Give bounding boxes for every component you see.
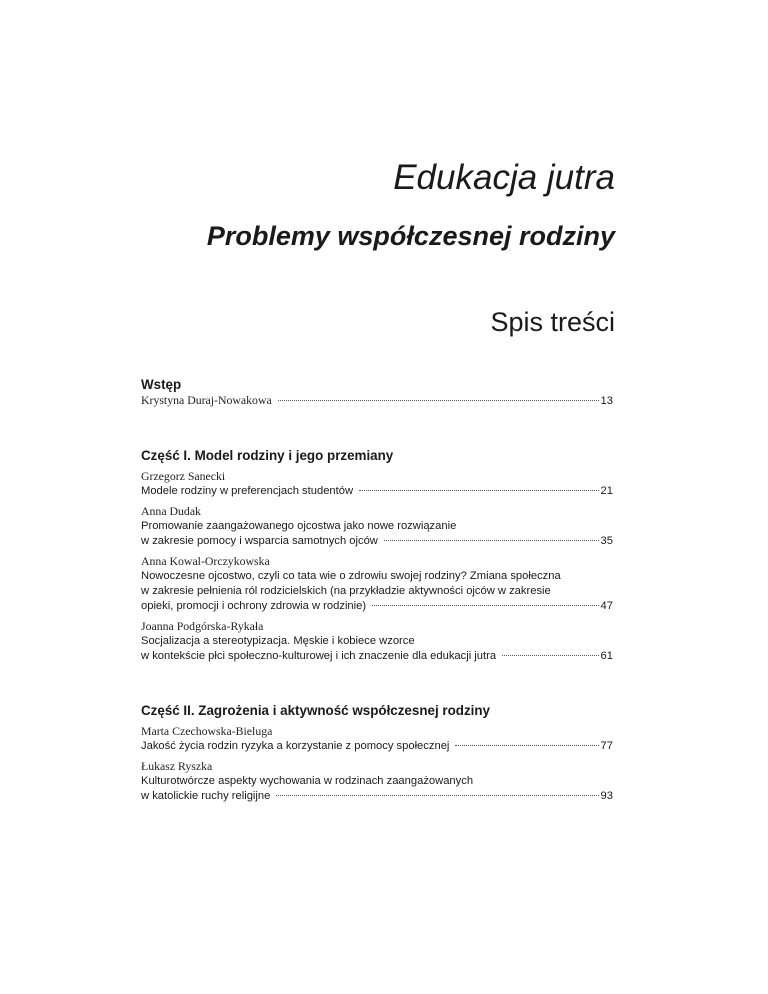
entry-title-last-line (141, 789, 613, 804)
toc-entry[interactable] (141, 469, 613, 499)
entry-author: Joanna Podgórska-Rykała (141, 619, 264, 633)
page-number: 13 (600, 395, 613, 407)
page-number: 35 (600, 535, 613, 547)
dot-leader (278, 399, 599, 401)
toc-section-intro (141, 376, 613, 409)
entry-title-last-line (141, 599, 613, 614)
book-subtitle: Problemy współczesnej rodziny (206, 221, 615, 251)
section-heading-part1: Część I. Model rodziny i jego przemiany (141, 448, 394, 463)
dot-leader (276, 794, 598, 796)
dot-leader (384, 539, 599, 541)
entry-title-last-line (141, 534, 613, 549)
toc-heading: Spis treści (490, 307, 615, 337)
toc-entry[interactable] (141, 724, 613, 754)
book-title: Edukacja jutra (393, 158, 615, 197)
toc-entry[interactable] (141, 759, 613, 804)
entry-author: Anna Kowal-Orczykowska (141, 554, 270, 568)
entry-title: w zakresie pełnienia ról rodzicielskich (na przykładzie aktywności ojców w zakresie (141, 585, 551, 597)
entry-title: w kontekście płci społeczno-kulturowej i ich znaczenie dla edukacji jutra (141, 650, 497, 662)
entry-title: Promowanie zaangażowanego ojcostwa jako nowe rozwiązanie (141, 520, 457, 532)
toc-entry[interactable] (141, 504, 613, 549)
entry-title: w zakresie pomocy i wsparcia samotnych ojców (141, 535, 378, 547)
toc-section-part2 (141, 702, 613, 804)
page-number: 93 (600, 790, 613, 802)
entry-title: w katolickie ruchy religijne (141, 790, 271, 802)
entry-title-last-line (141, 739, 613, 754)
dot-leader (502, 654, 598, 656)
entry-author: Łukasz Ryszka (141, 759, 213, 773)
entry-title-last-line (141, 649, 613, 664)
entry-title: Socjalizacja a stereotypizacja. Męskie i kobiece wzorce (141, 635, 415, 647)
toc-entry[interactable] (141, 554, 613, 614)
entry-author: Anna Dudak (141, 504, 201, 518)
entry-title: Nowoczesne ojcostwo, czyli co tata wie o zdrowiu swojej rodziny? Zmiana społeczna (141, 570, 561, 582)
dot-leader (455, 744, 598, 746)
section-heading-intro: Wstęp (141, 377, 182, 392)
entry-title: Kulturotwórcze aspekty wychowania w rodzinach zaangażowanych (141, 775, 474, 787)
toc-entry[interactable] (141, 619, 613, 664)
entry-title: Jakość życia rodzin ryzyka a korzystanie z pomocy społecznej (141, 740, 450, 752)
page-number: 21 (600, 485, 613, 497)
dot-leader (372, 604, 598, 606)
entry-title-last-line (141, 484, 613, 499)
entry-title: Modele rodziny w preferencjach studentów (141, 485, 354, 497)
toc-section-part1 (141, 447, 613, 664)
entry-author: Marta Czechowska-Bieluga (141, 724, 273, 738)
page-number: 61 (600, 650, 613, 662)
table-of-contents (141, 376, 613, 804)
page-number: 47 (600, 600, 613, 612)
toc-entry-intro[interactable] (141, 393, 613, 409)
dot-leader (359, 489, 598, 491)
entry-title: opieki, promocji i ochrony zdrowia w rodzinie) (141, 600, 367, 612)
page-number: 77 (600, 740, 613, 752)
section-heading-part2: Część II. Zagrożenia i aktywność współczesnej rodziny (141, 703, 491, 718)
entry-author: Krystyna Duraj-Nowakowa (141, 393, 272, 407)
entry-author: Grzegorz Sanecki (141, 469, 226, 483)
